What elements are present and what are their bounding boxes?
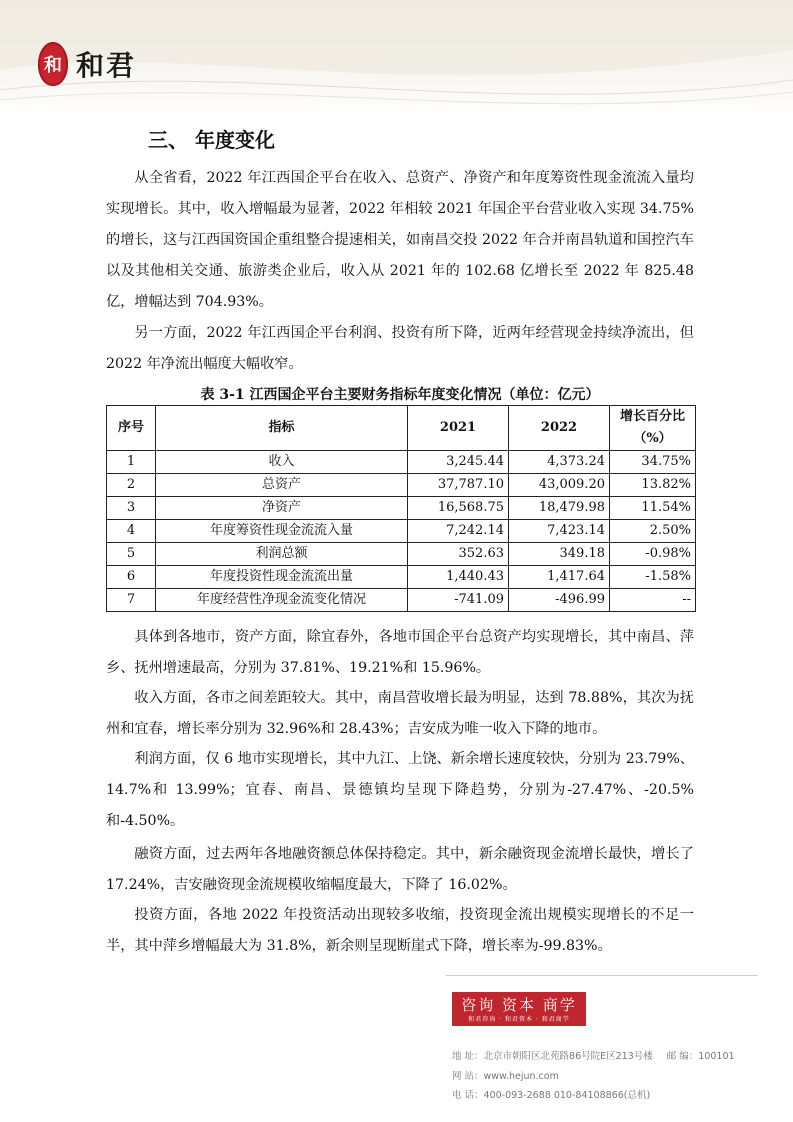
cell-2022: -496.99: [509, 589, 610, 612]
footer-slogan-badge: [452, 992, 586, 1026]
cell-indicator: 净资产: [156, 497, 408, 520]
cell-seq: 2: [107, 474, 156, 497]
header-indicator: 指标: [156, 406, 408, 451]
cell-growth: 11.54%: [610, 497, 696, 520]
cell-indicator: 年度筹资性现金流流入量: [156, 520, 408, 543]
cell-seq: 6: [107, 566, 156, 589]
cell-2021: 7,242.14: [408, 520, 509, 543]
footer-postcode: 邮 编：100101: [666, 1051, 735, 1062]
paragraph-revenue: 收入方面，各市之间差距较大。其中，南昌营收增长最为明显，达到 78.88%，其次为抚州和宜春，增长率分别为 32.96%和 28.43%；吉安成为唯一收入下降的地市。: [106, 690, 694, 737]
footer-divider: [446, 975, 758, 976]
cell-2021: -741.09: [408, 589, 509, 612]
header-growth: 增长百分比（%）: [610, 406, 696, 451]
section-title: 三、 年度变化: [148, 128, 275, 152]
paragraph-profit: 利润方面，仅 6 地市实现增长，其中九江、上饶、新余增长速度较快，分别为 23.79%、14.7%和 13.99%；宜春、南昌、景德镇均呈现下降趋势，分别为-27.47%、-20.5%和-4.50%。: [106, 751, 694, 829]
cell-2022: 43,009.20: [509, 474, 610, 497]
financial-indicators-table: [106, 405, 696, 612]
footer-address: 地 址：北京市朝阳区北苑路86号院E区213号楼: [452, 1051, 653, 1062]
footer-phone: 电 话：400-093-2688 010-84108866(总机): [452, 1090, 651, 1101]
cell-2022: 1,417.64: [509, 566, 610, 589]
cell-indicator: 年度投资性现金流流出量: [156, 566, 408, 589]
table-row: [107, 589, 696, 612]
table-row: [107, 474, 696, 497]
cell-seq: 7: [107, 589, 156, 612]
cell-growth: 13.82%: [610, 474, 696, 497]
cell-2022: 18,479.98: [509, 497, 610, 520]
cell-seq: 1: [107, 451, 156, 474]
footer-website: 网 站：www.hejun.com: [452, 1071, 559, 1082]
paragraph-overview: 从全省看，2022 年江西国企平台在收入、总资产、净资产和年度筹资性现金流流入量均实现增长。其中，收入增幅最为显著，2022 年相较 2021 年国企平台营业收入实现 34.75%的增长，这与江西国资国企重组整合提速相关，如南昌交投 2022 年合并南昌轨道和国控汽车以及其他相关交通、旅游类企业后，收入从 2021 年的 102.68 亿增长至 2022 年 825.48 亿，增幅达到 704.93%。: [106, 170, 694, 310]
header-seq: 序号: [107, 406, 156, 451]
table-row: [107, 520, 696, 543]
table-header-row: [107, 406, 696, 451]
cell-2021: 1,440.43: [408, 566, 509, 589]
table-row: [107, 566, 696, 589]
header-2021: 2021: [408, 406, 509, 451]
paragraph-financing: 融资方面，过去两年各地融资额总体保持稳定。其中，新余融资现金流增长最快，增长了 17.24%，吉安融资现金流规模收缩幅度最大，下降了 16.02%。: [106, 846, 694, 893]
cell-growth: -0.98%: [610, 543, 696, 566]
company-logo: [38, 42, 136, 86]
slogan-text: 咨询 资本 商学: [461, 996, 577, 1014]
cell-2022: 349.18: [509, 543, 610, 566]
cell-growth: -1.58%: [610, 566, 696, 589]
cell-seq: 4: [107, 520, 156, 543]
table-row: [107, 497, 696, 520]
cell-indicator: 年度经营性净现金流变化情况: [156, 589, 408, 612]
header-2022: 2022: [509, 406, 610, 451]
cell-indicator: 利润总额: [156, 543, 408, 566]
cell-growth: --: [610, 589, 696, 612]
cell-2021: 16,568.75: [408, 497, 509, 520]
table-row: [107, 543, 696, 566]
cell-2021: 37,787.10: [408, 474, 509, 497]
paragraph-investment: 投资方面，各地 2022 年投资活动出现较多收缩，投资现金流出规模实现增长的不足一半，其中萍乡增幅最大为 31.8%，新余则呈现断崖式下降，增长率为-99.83%。: [106, 907, 694, 954]
footer-address-line: [452, 1048, 735, 1062]
cell-indicator: 收入: [156, 451, 408, 474]
paragraph-decline: 另一方面，2022 年江西国企平台利润、投资有所下降，近两年经营现金持续净流出，但 2022 年净流出幅度大幅收窄。: [106, 325, 694, 372]
logo-text: 和君: [76, 49, 137, 82]
table-row: [107, 451, 696, 474]
cell-2021: 352.63: [408, 543, 509, 566]
slogan-subtext: 和君咨询 · 和君资本 · 和君商学: [468, 1016, 570, 1023]
cell-seq: 3: [107, 497, 156, 520]
logo-seal: 和: [38, 42, 68, 86]
paragraph-assets: 具体到各地市，资产方面，除宜春外，各地市国企平台总资产均实现增长，其中南昌、萍乡、抚州增速最高，分别为 37.81%、19.21%和 15.96%。: [106, 629, 694, 676]
cell-growth: 34.75%: [610, 451, 696, 474]
cell-2021: 3,245.44: [408, 451, 509, 474]
cell-2022: 4,373.24: [509, 451, 610, 474]
cell-indicator: 总资产: [156, 474, 408, 497]
cell-seq: 5: [107, 543, 156, 566]
cell-growth: 2.50%: [610, 520, 696, 543]
table-caption: 表 3-1 江西国企平台主要财务指标年度变化情况（单位：亿元）: [200, 387, 600, 403]
cell-2022: 7,423.14: [509, 520, 610, 543]
